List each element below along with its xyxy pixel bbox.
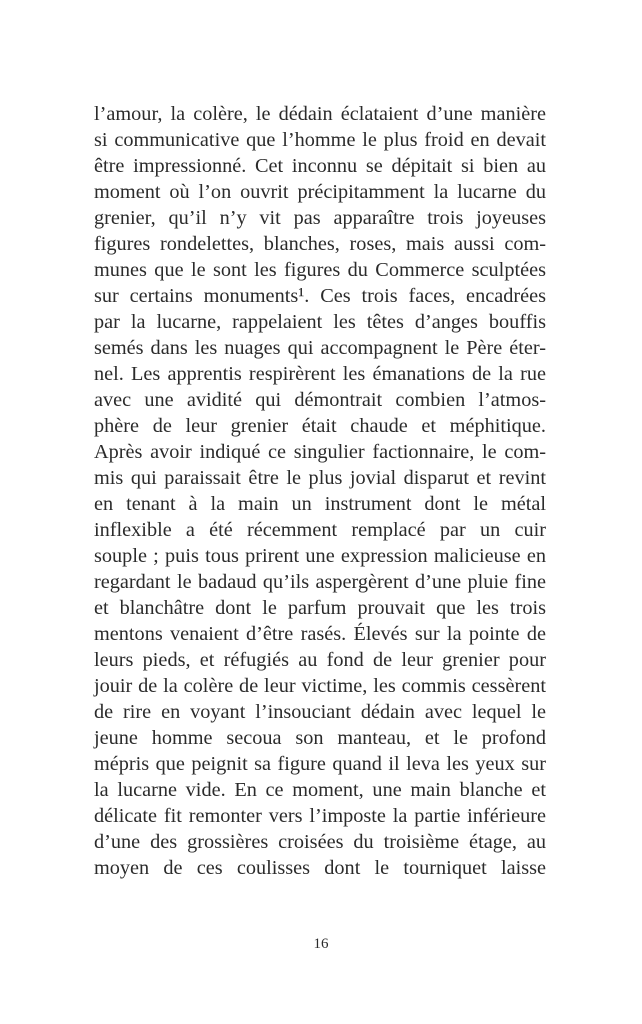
text-line: en tenant à la main un instrument dont le métal bbox=[94, 493, 546, 515]
text-line: par la lucarne, rappelaient les têtes d’anges bouffis bbox=[94, 311, 546, 333]
text-line: jeune homme secoua son manteau, et le profond bbox=[94, 727, 546, 749]
text-line: semés dans les nuages qui accompagnent le Père éter- bbox=[94, 337, 546, 359]
text-line: grenier, qu’il n’y vit pas apparaître trois joyeuses bbox=[94, 207, 546, 229]
text-line: l’amour, la colère, le dédain éclataient d’une manière bbox=[94, 103, 546, 125]
text-line: moyen de ces coulisses dont le tourniquet laisse bbox=[94, 857, 546, 879]
text-line: si communicative que l’homme le plus froid en devait bbox=[94, 129, 546, 151]
text-line: inflexible a été récemment remplacé par un cuir bbox=[94, 519, 546, 541]
page-number: 16 bbox=[313, 936, 329, 952]
text-line: être impressionné. Cet inconnu se dépitait si bien au bbox=[94, 155, 546, 177]
text-line: moment où l’on ouvrit précipitamment la lucarne du bbox=[94, 181, 546, 203]
body-text bbox=[94, 101, 546, 881]
text-line: de rire en voyant l’insouciant dédain avec lequel le bbox=[94, 701, 546, 723]
text-line: délicate fit remonter vers l’imposte la partie inférieure bbox=[94, 805, 546, 827]
text-line: et blanchâtre dont le parfum prouvait que les trois bbox=[94, 597, 546, 619]
text-line: figures rondelettes, blanches, roses, mais aussi com- bbox=[94, 233, 546, 255]
text-line: souple ; puis tous prirent une expression malicieuse en bbox=[94, 545, 546, 567]
text-line: nel. Les apprentis respirèrent les émanations de la rue bbox=[94, 363, 546, 385]
text-line: la lucarne vide. En ce moment, une main blanche et bbox=[94, 779, 546, 801]
text-line: Après avoir indiqué ce singulier factionnaire, le com- bbox=[94, 441, 546, 463]
text-line: jouir de la colère de leur victime, les commis cessèrent bbox=[94, 675, 546, 697]
text-line: phère de leur grenier était chaude et méphitique. bbox=[94, 415, 546, 437]
text-line: mépris que peignit sa figure quand il leva les yeux sur bbox=[94, 753, 546, 775]
text-line: munes que le sont les figures du Commerce sculptées bbox=[94, 259, 546, 281]
text-line: sur certains monuments¹. Ces trois faces, encadrées bbox=[94, 285, 546, 307]
text-line: avec une avidité qui démontrait combien l’atmos- bbox=[94, 389, 546, 411]
text-line: leurs pieds, et réfugiés au fond de leur grenier pour bbox=[94, 649, 546, 671]
text-line: regardant le badaud qu’ils aspergèrent d’une pluie fine bbox=[94, 571, 546, 593]
text-line: mis qui paraissait être le plus jovial disparut et revint bbox=[94, 467, 546, 489]
text-line: d’une des grossières croisées du troisième étage, au bbox=[94, 831, 546, 853]
text-line: mentons venaient d’être rasés. Élevés sur la pointe de bbox=[94, 623, 546, 645]
